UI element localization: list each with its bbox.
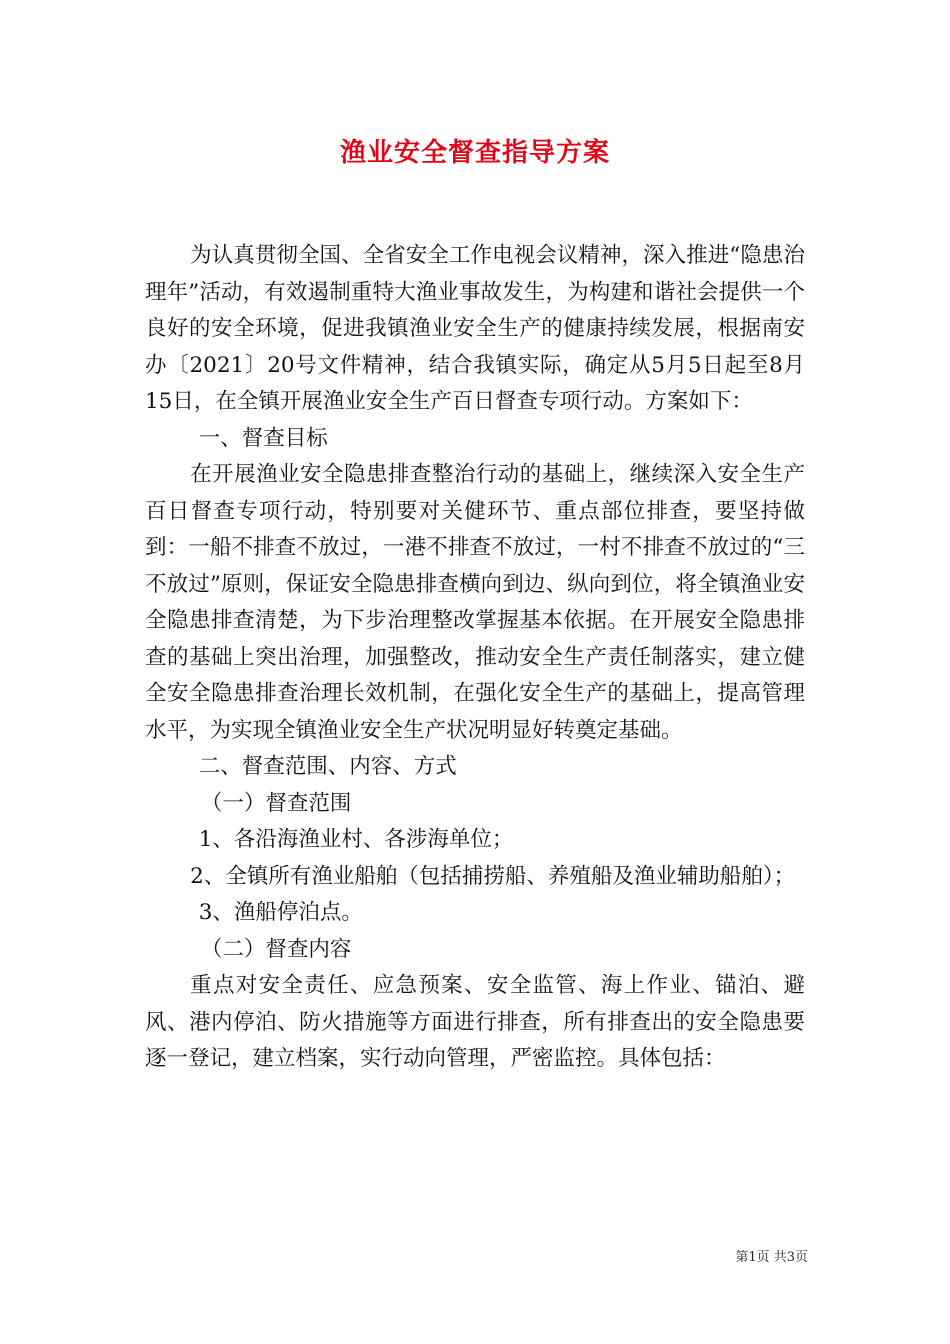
content-paragraph: 重点对安全责任、应急预案、安全监管、海上作业、锚泊、避风、港内停泊、防火措施等方面进行排查，所有排查出的安全隐患要逐一登记，建立档案，实行动向管理，严密监控。具体包括：	[145, 973, 805, 1071]
section-heading-scope: 二、督查范围、内容、方式	[198, 754, 457, 779]
scope-item-3: 3、渔船停泊点。	[198, 900, 363, 925]
document-body	[145, 238, 805, 1078]
scope-item-2: 2、全镇所有渔业船舶（包括捕捞船、养殖船及渔业辅助船舶）；	[190, 863, 796, 889]
document-title: 渔业安全督查指导方案	[339, 138, 610, 168]
section-heading-objectives: 一、督查目标	[198, 425, 328, 451]
intro-paragraph: 为认真贯彻全国、全省安全工作电视会议精神，深入推进“隐患治理年”活动，有效遏制重特大渔业事故发生，为构建和谐社会提供一个良好的安全环境，促进我镇渔业安全生产的健康持续发展，根据南安办〔2021〕20号文件精神，结合我镇实际，确定从5月5日起至8月15日，在全镇开展渔业安全生产百日督查专项行动。方案如下：	[145, 243, 805, 414]
page-number-footer: 第1页 共3页	[735, 1250, 808, 1265]
subsection-heading-scope: （一）督查范围	[200, 790, 352, 816]
objectives-paragraph: 在开展渔业安全隐患排查整治行动的基础上，继续深入安全生产百日督查专项行动，特别要对关健环节、重点部位排查，要坚持做到：一船不排查不放过，一港不排查不放过，一村不排查不放过的“三不放过”原则，保证安全隐患排查横向到边、纵向到位，将全镇渔业安全隐患排查清楚，为下步治理整改掌握基本依据。在开展安全隐患排查的基础上突出治理，加强整改，推动安全生产责任制落实，建立健全安全隐患排查治理长效机制，在强化安全生产的基础上，提高管理水平，为实现全镇渔业安全生产状况明显好转奠定基础。	[145, 462, 805, 743]
subsection-heading-content: （二）督查内容	[200, 936, 352, 962]
scope-item-1: 1、各沿海渔业村、各涉海单位；	[198, 827, 514, 852]
